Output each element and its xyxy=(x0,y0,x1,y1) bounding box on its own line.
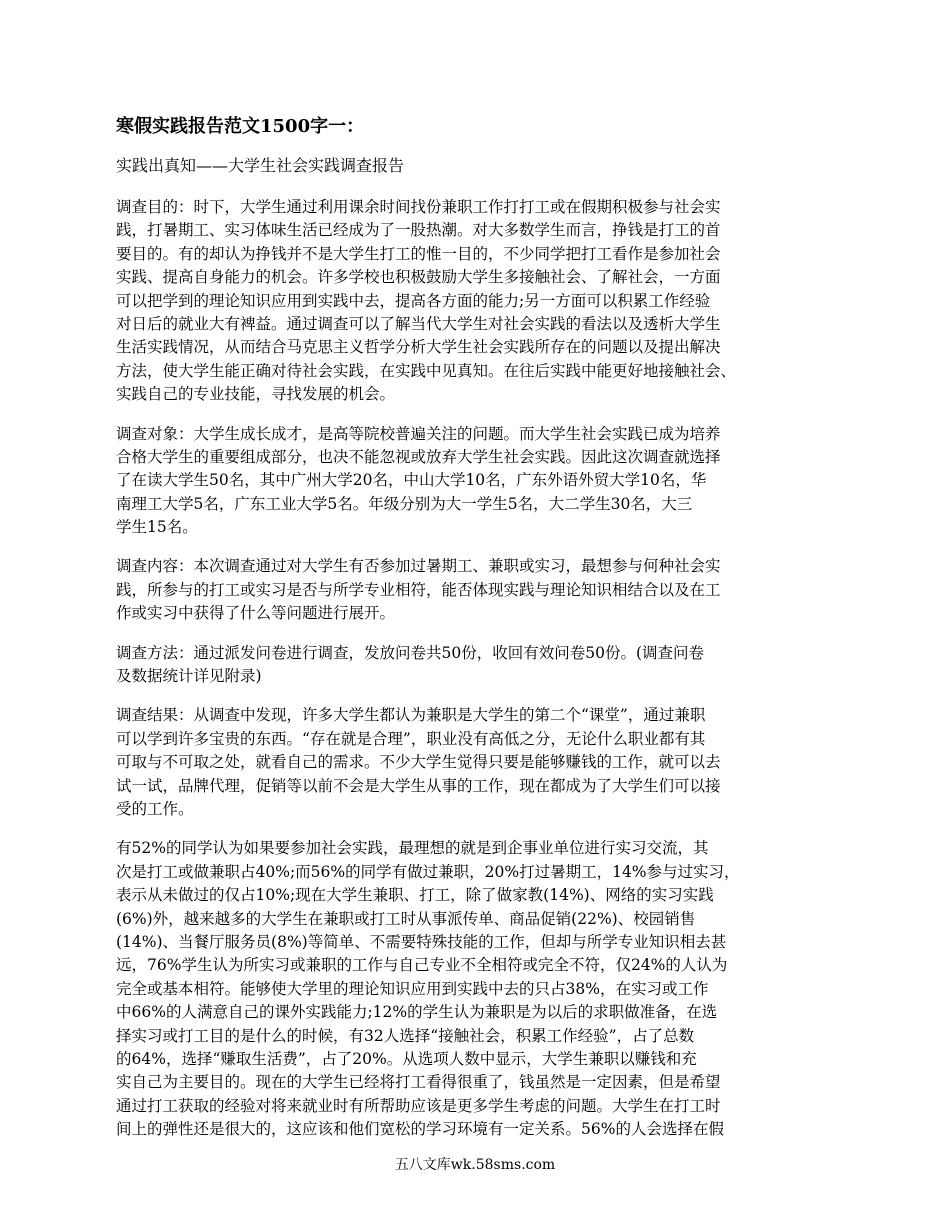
text-line: 有52%的同学认为如果要参加社会实践，最理想的就是到企事业单位进行实习交流，其 xyxy=(116,839,709,858)
paragraph xyxy=(116,196,852,407)
text-line: 的64%，选择“赚取生活费”，占了20%。从选项人数中显示，大学生兼职以赚钱和充 xyxy=(116,1049,697,1068)
text-line: 南理工大学5名，广东工业大学5名。年级分别为大一学生5名，大二学生30名，大三 xyxy=(116,494,693,513)
document-title: 寒假实践报告范文1500字一： xyxy=(116,116,365,137)
text-line: 实践自己的专业技能，寻找发展的机会。 xyxy=(116,385,396,404)
text-line: 生活实践情况，从而结合马克思主义哲学分析大学生社会实践所存在的问题以及提出解决 xyxy=(116,338,721,357)
text-line: 方法，使大学生能正确对待社会实践，在实践中见真知。在往后实践中能更好地接触社会、 xyxy=(116,361,737,380)
text-line: 调查方法：通过派发问卷进行调查，发放问卷共50份，收回有效问卷50份。(调查问卷 xyxy=(116,643,704,662)
paragraph xyxy=(116,642,852,689)
text-line: 实践、提高自身能力的机会。许多学校也积极鼓励大学生多接触社会、了解社会，一方面 xyxy=(116,268,721,287)
text-line: 表示从未做过的仅占10%;现在大学生兼职、打工，除了做家教(14%)、网络的实习实践 xyxy=(116,886,714,905)
text-line: 践，打暑期工、实习体味生活已经成为了一股热潮。对大多数学生而言，挣钱是打工的首 xyxy=(116,221,721,240)
paragraph xyxy=(116,837,852,1141)
text-line: 间上的弹性还是很大的，这应该和他们宽松的学习环境有一定关系。56%的人会选择在假 xyxy=(116,1120,724,1139)
text-line: 对日后的就业大有裨益。通过调查可以了解当代大学生对社会实践的看法以及透析大学生 xyxy=(116,314,721,333)
document-subtitle: 实践出真知——大学生社会实践调查报告 xyxy=(116,156,405,175)
text-line: 受的工作。 xyxy=(116,799,194,818)
text-line: (14%)、当餐厅服务员(8%)等简单、不需要特殊技能的工作，但却与所学专业知识相去甚 xyxy=(116,932,727,951)
footer-watermark: 五八文库wk.58sms.com xyxy=(394,1157,556,1173)
paragraph xyxy=(116,555,852,625)
text-line: 中66%的人满意自己的课外实践能力;12%的学生认为兼职是为以后的求职做准备，在选 xyxy=(116,1003,718,1022)
text-line: 调查内容：本次调查通过对大学生有否参加过暑期工、兼职或实习，最想参与何种社会实 xyxy=(116,557,721,576)
text-line: 合格大学生的重要组成部分，也决不能忽视或放弃大学生社会实践。因此这次调查就选择 xyxy=(116,447,721,466)
text-line: 作或实习中获得了什么等问题进行展开。 xyxy=(116,604,396,623)
text-line: 践，所参与的打工或实习是否与所学专业相符，能否体现实践与理论知识相结合以及在工 xyxy=(116,580,721,599)
text-line: 完全或基本相符。能够使大学里的理论知识应用到实践中去的只占38%，在实习或工作 xyxy=(116,979,709,998)
text-line: 调查目的：时下，大学生通过利用课余时间找份兼职工作打打工或在假期积极参与社会实 xyxy=(116,198,721,216)
text-line: 实自己为主要目的。现在的大学生已经将打工看得很重了，钱虽然是一定因素，但是希望 xyxy=(116,1073,721,1092)
paragraph xyxy=(116,704,852,821)
text-line: 学生15名。 xyxy=(116,518,198,537)
text-line: 要目的。有的却认为挣钱并不是大学生打工的惟一目的，不少同学把打工看作是参加社会 xyxy=(116,244,721,263)
text-line: 可取与不可取之处，就看自己的需求。不少大学生觉得只要是能够赚钱的工作，就可以去 xyxy=(116,753,721,772)
text-line: 调查对象：大学生成长成才，是高等院校普遍关注的问题。而大学生社会实践已成为培养 xyxy=(116,424,721,443)
text-line: 次是打工或做兼职占40%;而56%的同学有做过兼职，20%打过暑期工，14%参与过实习， xyxy=(116,862,740,881)
text-line: 远，76%学生认为所实习或兼职的工作与自己专业不全相符或完全不符，仅24%的人认为 xyxy=(116,956,728,975)
document-body xyxy=(116,196,852,1141)
text-line: 可以学到许多宝贵的东西。“存在就是合理”，职业没有高低之分，无论什么职业都有其 xyxy=(116,729,706,748)
text-line: 及数据统计详见附录) xyxy=(116,667,262,686)
text-line: 可以把学到的理论知识应用到实践中去，提高各方面的能力;另一方面可以积累工作经验 xyxy=(116,291,711,310)
text-line: 了在读大学生50名，其中广州大学20名，中山大学10名，广东外语外贸大学10名，华 xyxy=(116,471,707,490)
text-line: 通过打工获取的经验对将来就业时有所帮助应该是更多学生考虑的问题。大学生在打工时 xyxy=(116,1096,721,1115)
document-page xyxy=(116,112,852,1157)
text-line: (6%)外，越来越多的大学生在兼职或打工时从事派传单、商品促销(22%)、校园销售 xyxy=(116,909,696,928)
text-line: 调查结果：从调查中发现，许多大学生都认为兼职是大学生的第二个“课堂”，通过兼职 xyxy=(116,706,706,725)
paragraph xyxy=(116,423,852,540)
text-line: 择实习或打工目的是什么的时候，有32人选择“接触社会，积累工作经验”，占了总数 xyxy=(116,1026,695,1045)
text-line: 试一试，品牌代理，促销等以前不会是大学生从事的工作，现在都成为了大学生们可以接 xyxy=(116,776,721,795)
